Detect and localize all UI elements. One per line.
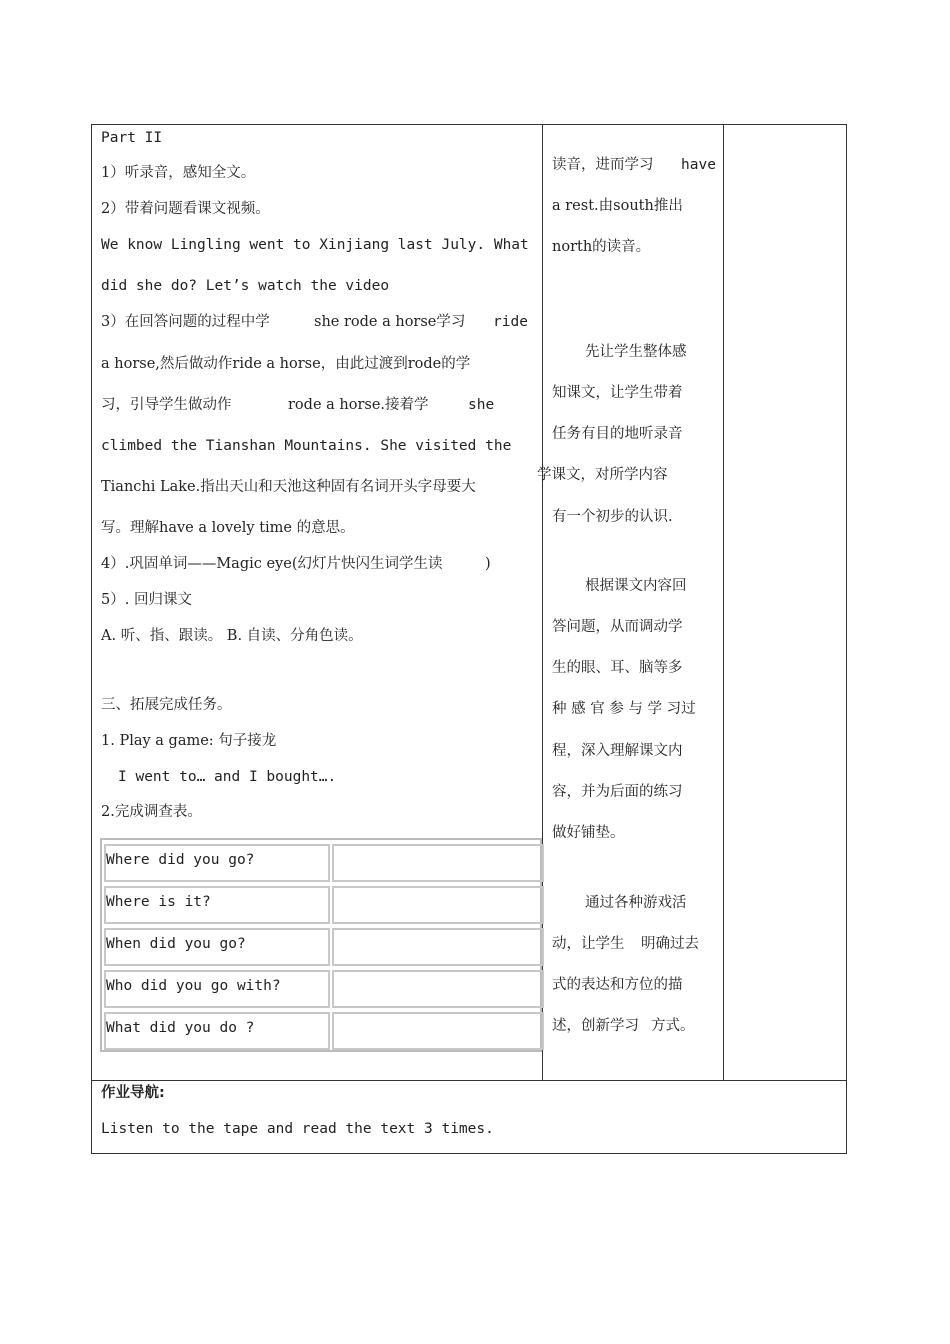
extension-heading: 三、拓展完成任务。	[101, 697, 232, 713]
intent-3-d: 种 感 官 参 与 学 习过	[552, 701, 696, 717]
homework-title: 作业导航:	[101, 1085, 165, 1101]
intent-1-a: 读音，进而学习	[552, 157, 654, 173]
step-5: 5）. 回归课文	[101, 592, 192, 608]
survey-row	[104, 928, 540, 966]
intent-4-f: 方式。	[651, 1018, 695, 1034]
question-line-2: did she do? Let’s watch the video	[101, 278, 390, 294]
step-3-e: 习，引导学生做动作	[101, 397, 232, 413]
intent-2-d: 学课文，对所学内容	[537, 467, 668, 483]
step-3-g: she	[468, 397, 495, 413]
step-3-b: she rode a horse学习	[314, 314, 466, 330]
step-5-detail: A. 听、指、跟读。 B. 自读、分角色读。	[101, 628, 363, 644]
survey-title: 2.完成调查表。	[101, 804, 202, 820]
survey-answer-cell[interactable]	[332, 1012, 544, 1050]
intent-2-c: 任务有目的地听录音	[552, 426, 683, 442]
intent-1-c: a rest.由south推出	[552, 198, 683, 214]
survey-row	[104, 1012, 540, 1050]
step-3-i: Tianchi Lake.指出天山和天池这种固有名词开头字母要大	[101, 479, 476, 495]
question-line-1: We know Lingling went to Xinjiang last July. What	[101, 237, 529, 253]
intent-3-g: 做好铺垫。	[552, 825, 625, 841]
survey-question-cell	[104, 970, 330, 1008]
survey-question: Where did you go?	[106, 852, 255, 868]
chain-sentence: I went to… and I bought….	[118, 769, 337, 785]
step-2: 2）带着问题看课文视频。	[101, 201, 270, 217]
survey-question: Where is it?	[106, 894, 211, 910]
survey-table	[100, 838, 542, 1052]
survey-row	[104, 970, 540, 1008]
survey-answer-cell[interactable]	[332, 970, 544, 1008]
intent-4-c: 明确过去	[641, 936, 699, 952]
survey-question-cell	[104, 928, 330, 966]
intent-2-a: 先让学生整体感	[585, 344, 687, 360]
row-divider	[92, 1080, 846, 1081]
step-3-j: 写。理解have a lovely time 的意思。	[101, 520, 355, 536]
step-3-a: 3）在回答问题的过程中学	[101, 314, 270, 330]
part-heading: Part II	[101, 130, 163, 146]
survey-question: What did you do ?	[106, 1020, 255, 1036]
column-divider-2	[723, 125, 724, 1080]
step-3-c: ride	[493, 314, 528, 330]
intent-3-c: 生的眼、耳、脑等多	[552, 660, 683, 676]
intent-1-b: have	[681, 157, 716, 173]
survey-row	[104, 886, 540, 924]
intent-3-e: 程，深入理解课文内	[552, 743, 683, 759]
step-1: 1）听录音，感知全文。	[101, 165, 256, 181]
survey-row	[104, 844, 540, 882]
survey-question-cell	[104, 844, 330, 882]
survey-question-cell	[104, 886, 330, 924]
step-3-d: a horse,然后做动作ride a horse，由此过渡到rode的学	[101, 356, 471, 372]
intent-1-d: north的读音。	[552, 239, 651, 255]
step-4: 4）.巩固单词——Magic eye(幻灯片快闪生词学生读	[101, 556, 443, 572]
intent-4-a: 通过各种游戏活	[585, 895, 687, 911]
intent-4-d: 式的表达和方位的描	[552, 977, 683, 993]
survey-answer-cell[interactable]	[332, 886, 544, 924]
survey-answer-cell[interactable]	[332, 928, 544, 966]
homework-text: Listen to the tape and read the text 3 times.	[101, 1121, 494, 1137]
intent-4-b: 动，让学生	[552, 936, 625, 952]
intent-3-f: 容，并为后面的练习	[552, 784, 683, 800]
intent-3-a: 根据课文内容回	[585, 578, 687, 594]
game-line: 1. Play a game: 句子接龙	[101, 733, 277, 749]
step-3-f: rode a horse.接着学	[288, 397, 429, 413]
intent-4-e: 述，创新学习	[552, 1018, 639, 1034]
step-4-end: )	[485, 556, 491, 572]
step-3-h: climbed the Tianshan Mountains. She visited the	[101, 438, 512, 454]
survey-answer-cell[interactable]	[332, 844, 544, 882]
survey-question-cell	[104, 1012, 330, 1050]
survey-question: Who did you go with?	[106, 978, 281, 994]
intent-2-e: 有一个初步的认识.	[552, 509, 673, 525]
intent-2-b: 知课文，让学生带着	[552, 385, 683, 401]
survey-question: When did you go?	[106, 936, 246, 952]
intent-3-b: 答问题，从而调动学	[552, 619, 683, 635]
